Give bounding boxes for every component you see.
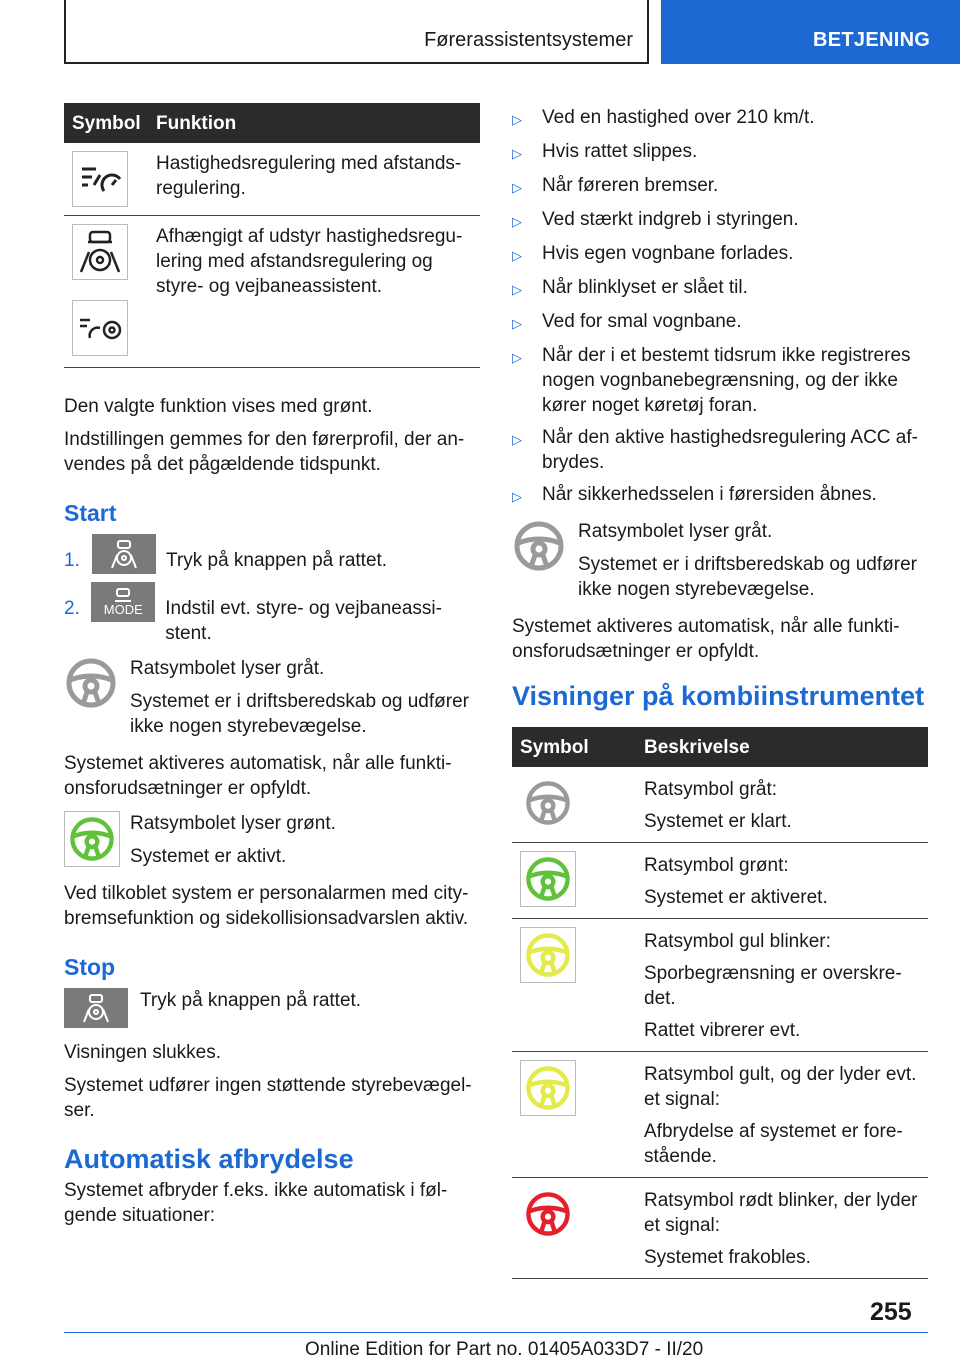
col-function-header: Funktion [156,112,237,134]
bullet-triangle-icon: ▷ [512,146,522,161]
row-text: Hastighedsregulering med afstands-regulering. [156,153,462,199]
paragraph: Ved tilkoblet system er personalarmen med city-bremsefunktion og sidekollisionsadvarslen aktiv. [64,883,469,929]
stop-heading: Stop [64,954,116,980]
mode-button-icon [91,582,155,622]
step-number: 1. [64,550,80,571]
list-item: ▷ Ved en hastighed over 210 km/t. [512,105,928,132]
row-text: Systemet er klart. [644,811,792,832]
paragraph: Systemet aktiveres automatisk, når alle funkti-onsforudsætninger er opfyldt. [512,616,900,662]
list-item: ▷ Når der i et bestemt tidsrum ikke registreres nogen vognbanebegrænsning, og der ikke kører noget køretøj foran. [512,345,911,416]
paragraph: Visningen slukkes. [64,1042,222,1063]
bullet-triangle-icon: ▷ [512,248,522,263]
wheel-status-icon [520,1186,576,1242]
list-item: ▷ Når den aktive hastighedsregulering ACC af-brydes. [512,427,918,473]
stop-note [64,988,480,1028]
wheel-grey-icon [64,656,130,739]
row-text: Afhængigt af udstyr hastighedsregu-lering med afstandsregulering og styre- og vejbaneassistent. [156,226,463,297]
paragraph: Systemet udfører ingen støttende styrebevægel-ser. [64,1075,472,1121]
step-number: 2. [64,598,80,619]
bullet-triangle-icon: ▷ [512,214,522,229]
bullet-triangle-icon: ▷ [512,432,522,447]
bullet-triangle-icon: ▷ [512,112,522,127]
wheel-status-icon [520,775,576,831]
row-text: Ratsymbol gråt: [644,779,778,800]
note-line: Systemet er i driftsberedskab og udfører ikke nogen styrebevægelse. [578,554,917,600]
display-heading: Visninger på kombiinstrumentet [512,681,925,711]
bullet-triangle-icon: ▷ [512,350,522,365]
distance-control-icon [72,151,128,207]
footer-edition: Online Edition for Part no. 01405A033D7 - II/20 [305,1339,704,1360]
grey-wheel-note [64,656,480,739]
function-table [64,103,480,368]
distance-steering-icon [72,300,128,356]
table-row [512,1178,928,1279]
row-text: Ratsymbol gul blinker: [644,931,831,952]
table-header [64,103,480,143]
bullet-triangle-icon: ▷ [512,489,522,504]
note-line: Ratsymbolet lyser gråt. [130,658,325,679]
grey-wheel-note [512,519,928,602]
right-column [512,103,928,1279]
table-row [512,767,928,843]
bullet-triangle-icon: ▷ [512,180,522,195]
col-symbol-header: Symbol [520,736,589,758]
paragraph: Den valgte funktion vises med grønt. [64,396,373,417]
row-text: Afbrydelse af systemet er fore-stående. [644,1121,903,1167]
steering-button-icon [92,534,156,574]
table-row [512,1052,928,1178]
row-text: Sporbegrænsning er overskre-det. [644,963,902,1009]
auto-stop-heading: Automatisk afbrydelse [64,1144,354,1174]
step-2 [64,582,480,646]
wheel-status-icon [520,1060,576,1116]
list-item: ▷ Ved for smal vognbane. [512,309,928,336]
step-1 [64,534,480,574]
header-section-box [64,0,649,64]
table-header [512,727,928,767]
list-item: ▷ Hvis rattet slippes. [512,139,928,166]
row-text: Ratsymbol gult, og der lyder evt. et signal: [644,1064,917,1110]
note-line: Tryk på knappen på rattet. [140,990,362,1011]
row-text: Rattet vibrerer evt. [644,1020,801,1041]
table-row [64,143,480,216]
paragraph: Systemet afbryder f.eks. ikke automatisk i føl-gende situationer: [64,1180,448,1226]
table-row [64,216,480,368]
col-desc-header: Beskrivelse [644,736,750,758]
col-symbol-header: Symbol [72,112,141,134]
green-wheel-note [64,811,480,869]
list-item: ▷ Ved stærkt indgreb i styringen. [512,207,928,234]
wheel-status-icon [520,927,576,983]
footer-divider [64,1332,928,1333]
table-row [512,919,928,1052]
row-text: Systemet frakobles. [644,1247,811,1268]
bullet-triangle-icon: ▷ [512,316,522,331]
header-chapter-box [661,0,960,64]
step-text: Tryk på knappen på rattet. [166,550,388,571]
wheel-grey-icon [512,519,578,602]
row-text: Ratsymbol rødt blinker, der lyder et signal: [644,1190,918,1236]
left-column [64,103,480,1228]
start-heading: Start [64,500,117,526]
steering-assistant-icon [72,224,128,280]
wheel-status-icon [520,851,576,907]
step-text: Indstil evt. styre- og vejbaneassi-stent. [165,598,442,644]
list-item: ▷ Når føreren bremser. [512,173,928,200]
note-line: Ratsymbolet lyser gråt. [578,521,773,542]
note-line: Systemet er i driftsberedskab og udfører ikke nogen styrebevægelse. [130,691,469,737]
row-text: Systemet er aktiveret. [644,887,828,908]
list-item: ▷ Når blinklyset er slået til. [512,275,928,302]
note-line: Ratsymbolet lyser grønt. [130,813,336,834]
list-item: ▷ Når sikkerhedsselen i førersiden åbnes. [512,482,928,509]
row-text: Ratsymbol grønt: [644,855,789,876]
paragraph: Indstillingen gemmes for den førerprofil, der an-vendes på det pågældende tidspunkt. [64,429,465,475]
list-item: ▷ Hvis egen vognbane forlades. [512,241,928,268]
table-row [512,843,928,919]
header-section-title: Førerassistentsystemer [424,29,633,51]
steering-button-icon [64,988,128,1028]
mode-button-label: MODE [103,602,143,617]
note-line: Systemet er aktivt. [130,846,287,867]
paragraph: Systemet aktiveres automatisk, når alle funkti-onsforudsætninger er opfyldt. [64,753,452,799]
bullet-list [512,105,928,509]
bullet-triangle-icon: ▷ [512,282,522,297]
wheel-green-icon [64,811,120,867]
display-table [512,727,928,1279]
page-number: 255 [870,1298,912,1326]
header-chapter-title: BETJENING [813,29,931,51]
